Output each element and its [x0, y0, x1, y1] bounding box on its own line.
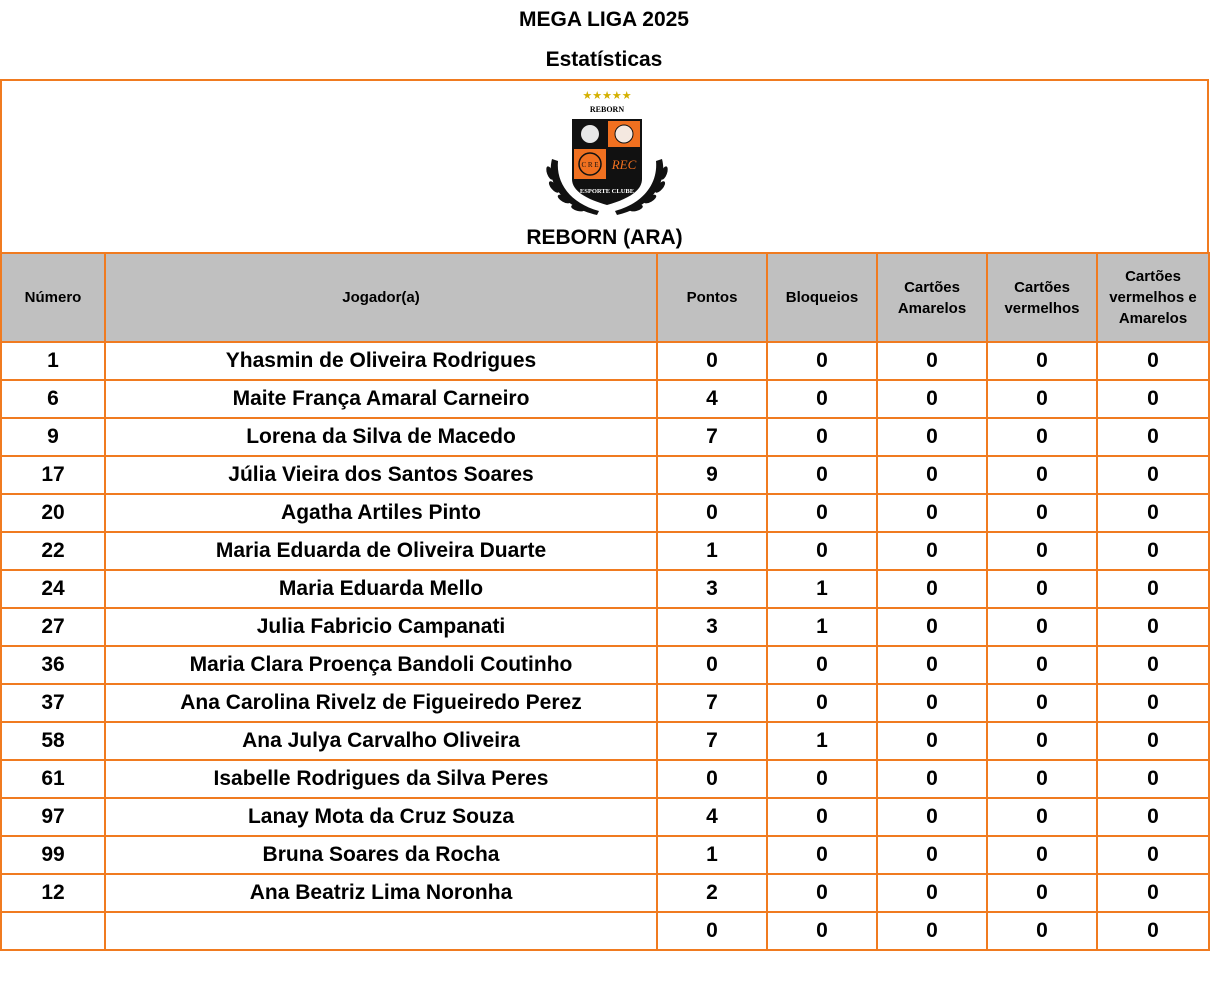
cell-vermelhos-amarelos: 0 [1097, 342, 1209, 380]
cell-numero: 97 [1, 798, 105, 836]
cell-vermelhos: 0 [987, 494, 1097, 532]
table-row [1, 722, 1209, 760]
cell-amarelos: 0 [877, 722, 987, 760]
cell-amarelos: 0 [877, 684, 987, 722]
cell-bloqueios: 0 [767, 760, 877, 798]
cell-jogador: Maria Eduarda de Oliveira Duarte [105, 532, 657, 570]
table-row [1, 912, 1209, 950]
cell-jogador [105, 912, 657, 950]
cell-jogador: Bruna Soares da Rocha [105, 836, 657, 874]
cell-amarelos: 0 [877, 494, 987, 532]
cell-bloqueios: 1 [767, 722, 877, 760]
crest-left-monogram: C R E [581, 161, 599, 169]
cell-amarelos: 0 [877, 912, 987, 950]
crest-stars: ★★★★★ [582, 89, 632, 102]
cell-vermelhos: 0 [987, 532, 1097, 570]
cell-vermelhos: 0 [987, 380, 1097, 418]
cell-pontos: 0 [657, 646, 767, 684]
table-row [1, 418, 1209, 456]
cell-vermelhos: 0 [987, 456, 1097, 494]
col-header-cartoes-vermelhos-amarelos: Cartões vermelhos e Amarelos [1097, 253, 1209, 342]
cell-pontos: 3 [657, 570, 767, 608]
cell-pontos: 1 [657, 836, 767, 874]
cell-jogador: Julia Fabricio Campanati [105, 608, 657, 646]
cell-bloqueios: 0 [767, 418, 877, 456]
crest-shield [572, 119, 642, 205]
cell-vermelhos-amarelos: 0 [1097, 418, 1209, 456]
cell-vermelhos-amarelos: 0 [1097, 608, 1209, 646]
cell-vermelhos: 0 [987, 836, 1097, 874]
cell-numero: 17 [1, 456, 105, 494]
cell-jogador: Lorena da Silva de Macedo [105, 418, 657, 456]
cell-vermelhos: 0 [987, 798, 1097, 836]
cell-jogador: Ana Julya Carvalho Oliveira [105, 722, 657, 760]
cell-bloqueios: 0 [767, 380, 877, 418]
page-title: MEGA LIGA 2025 [519, 8, 689, 31]
cell-vermelhos: 0 [987, 608, 1097, 646]
crest-top-text: REBORN [589, 105, 625, 114]
cell-pontos: 9 [657, 456, 767, 494]
cell-amarelos: 0 [877, 608, 987, 646]
cell-bloqueios: 0 [767, 456, 877, 494]
cell-vermelhos-amarelos: 0 [1097, 798, 1209, 836]
team-crest-logo [542, 87, 672, 222]
cell-numero: 6 [1, 380, 105, 418]
cell-vermelhos: 0 [987, 570, 1097, 608]
cell-numero [1, 912, 105, 950]
cell-amarelos: 0 [877, 798, 987, 836]
cell-vermelhos-amarelos: 0 [1097, 494, 1209, 532]
crest-animal-right-icon [615, 125, 633, 143]
cell-vermelhos-amarelos: 0 [1097, 760, 1209, 798]
cell-pontos: 3 [657, 608, 767, 646]
col-header-numero: Número [1, 253, 105, 342]
cell-numero: 37 [1, 684, 105, 722]
cell-vermelhos: 0 [987, 874, 1097, 912]
cell-vermelhos-amarelos: 0 [1097, 532, 1209, 570]
cell-vermelhos-amarelos: 0 [1097, 684, 1209, 722]
cell-amarelos: 0 [877, 570, 987, 608]
cell-vermelhos: 0 [987, 646, 1097, 684]
cell-jogador: Agatha Artiles Pinto [105, 494, 657, 532]
cell-pontos: 7 [657, 722, 767, 760]
cell-numero: 58 [1, 722, 105, 760]
table-row [1, 380, 1209, 418]
col-header-pontos: Pontos [657, 253, 767, 342]
cell-amarelos: 0 [877, 532, 987, 570]
team-name: REBORN (ARA) [526, 226, 683, 249]
cell-numero: 22 [1, 532, 105, 570]
cell-bloqueios: 0 [767, 798, 877, 836]
cell-vermelhos-amarelos: 0 [1097, 646, 1209, 684]
table-header-row [1, 253, 1209, 342]
cell-amarelos: 0 [877, 874, 987, 912]
col-header-cartoes-amarelos: Cartões Amarelos [877, 253, 987, 342]
cell-vermelhos: 0 [987, 342, 1097, 380]
table-row [1, 532, 1209, 570]
cell-numero: 61 [1, 760, 105, 798]
cell-jogador: Maria Eduarda Mello [105, 570, 657, 608]
cell-jogador: Maite França Amaral Carneiro [105, 380, 657, 418]
stats-table [0, 252, 1210, 951]
cell-bloqueios: 0 [767, 874, 877, 912]
table-row [1, 798, 1209, 836]
table-row [1, 836, 1209, 874]
table-row [1, 570, 1209, 608]
table-row [1, 608, 1209, 646]
crest-bottom-text: ESPORTE CLUBE [579, 188, 635, 195]
cell-pontos: 2 [657, 874, 767, 912]
crest-right-monogram: REC [611, 157, 637, 172]
cell-amarelos: 0 [877, 380, 987, 418]
table-row [1, 646, 1209, 684]
cell-jogador: Lanay Mota da Cruz Souza [105, 798, 657, 836]
cell-numero: 12 [1, 874, 105, 912]
cell-pontos: 7 [657, 418, 767, 456]
table-row [1, 342, 1209, 380]
page-subtitle: Estatísticas [545, 48, 663, 71]
cell-pontos: 4 [657, 380, 767, 418]
cell-bloqueios: 1 [767, 608, 877, 646]
cell-pontos: 0 [657, 494, 767, 532]
cell-vermelhos: 0 [987, 418, 1097, 456]
cell-amarelos: 0 [877, 760, 987, 798]
cell-jogador: Júlia Vieira dos Santos Soares [105, 456, 657, 494]
cell-amarelos: 0 [877, 836, 987, 874]
cell-numero: 27 [1, 608, 105, 646]
cell-vermelhos-amarelos: 0 [1097, 912, 1209, 950]
cell-vermelhos-amarelos: 0 [1097, 722, 1209, 760]
cell-pontos: 0 [657, 342, 767, 380]
cell-amarelos: 0 [877, 418, 987, 456]
cell-vermelhos: 0 [987, 912, 1097, 950]
table-row [1, 494, 1209, 532]
cell-vermelhos: 0 [987, 684, 1097, 722]
table-row [1, 684, 1209, 722]
cell-numero: 1 [1, 342, 105, 380]
cell-amarelos: 0 [877, 646, 987, 684]
table-row [1, 760, 1209, 798]
cell-bloqueios: 0 [767, 684, 877, 722]
cell-bloqueios: 0 [767, 912, 877, 950]
cell-pontos: 1 [657, 532, 767, 570]
cell-vermelhos-amarelos: 0 [1097, 570, 1209, 608]
cell-amarelos: 0 [877, 342, 987, 380]
cell-bloqueios: 0 [767, 646, 877, 684]
team-header [0, 79, 1209, 254]
cell-bloqueios: 0 [767, 532, 877, 570]
cell-pontos: 7 [657, 684, 767, 722]
cell-numero: 99 [1, 836, 105, 874]
table-row [1, 456, 1209, 494]
cell-pontos: 4 [657, 798, 767, 836]
cell-vermelhos-amarelos: 0 [1097, 836, 1209, 874]
cell-jogador: Maria Clara Proença Bandoli Coutinho [105, 646, 657, 684]
cell-bloqueios: 0 [767, 836, 877, 874]
cell-bloqueios: 0 [767, 342, 877, 380]
col-header-bloqueios: Bloqueios [767, 253, 877, 342]
cell-jogador: Isabelle Rodrigues da Silva Peres [105, 760, 657, 798]
cell-numero: 20 [1, 494, 105, 532]
cell-numero: 9 [1, 418, 105, 456]
cell-jogador: Ana Carolina Rivelz de Figueiredo Perez [105, 684, 657, 722]
cell-vermelhos-amarelos: 0 [1097, 456, 1209, 494]
cell-jogador: Yhasmin de Oliveira Rodrigues [105, 342, 657, 380]
col-header-jogador: Jogador(a) [105, 253, 657, 342]
cell-vermelhos: 0 [987, 760, 1097, 798]
cell-pontos: 0 [657, 760, 767, 798]
cell-vermelhos: 0 [987, 722, 1097, 760]
cell-bloqueios: 0 [767, 494, 877, 532]
cell-pontos: 0 [657, 912, 767, 950]
cell-jogador: Ana Beatriz Lima Noronha [105, 874, 657, 912]
cell-vermelhos-amarelos: 0 [1097, 380, 1209, 418]
cell-numero: 24 [1, 570, 105, 608]
cell-bloqueios: 1 [767, 570, 877, 608]
cell-numero: 36 [1, 646, 105, 684]
crest-animal-left-icon [581, 125, 599, 143]
cell-vermelhos-amarelos: 0 [1097, 874, 1209, 912]
col-header-cartoes-vermelhos: Cartões vermelhos [987, 253, 1097, 342]
table-row [1, 874, 1209, 912]
cell-amarelos: 0 [877, 456, 987, 494]
